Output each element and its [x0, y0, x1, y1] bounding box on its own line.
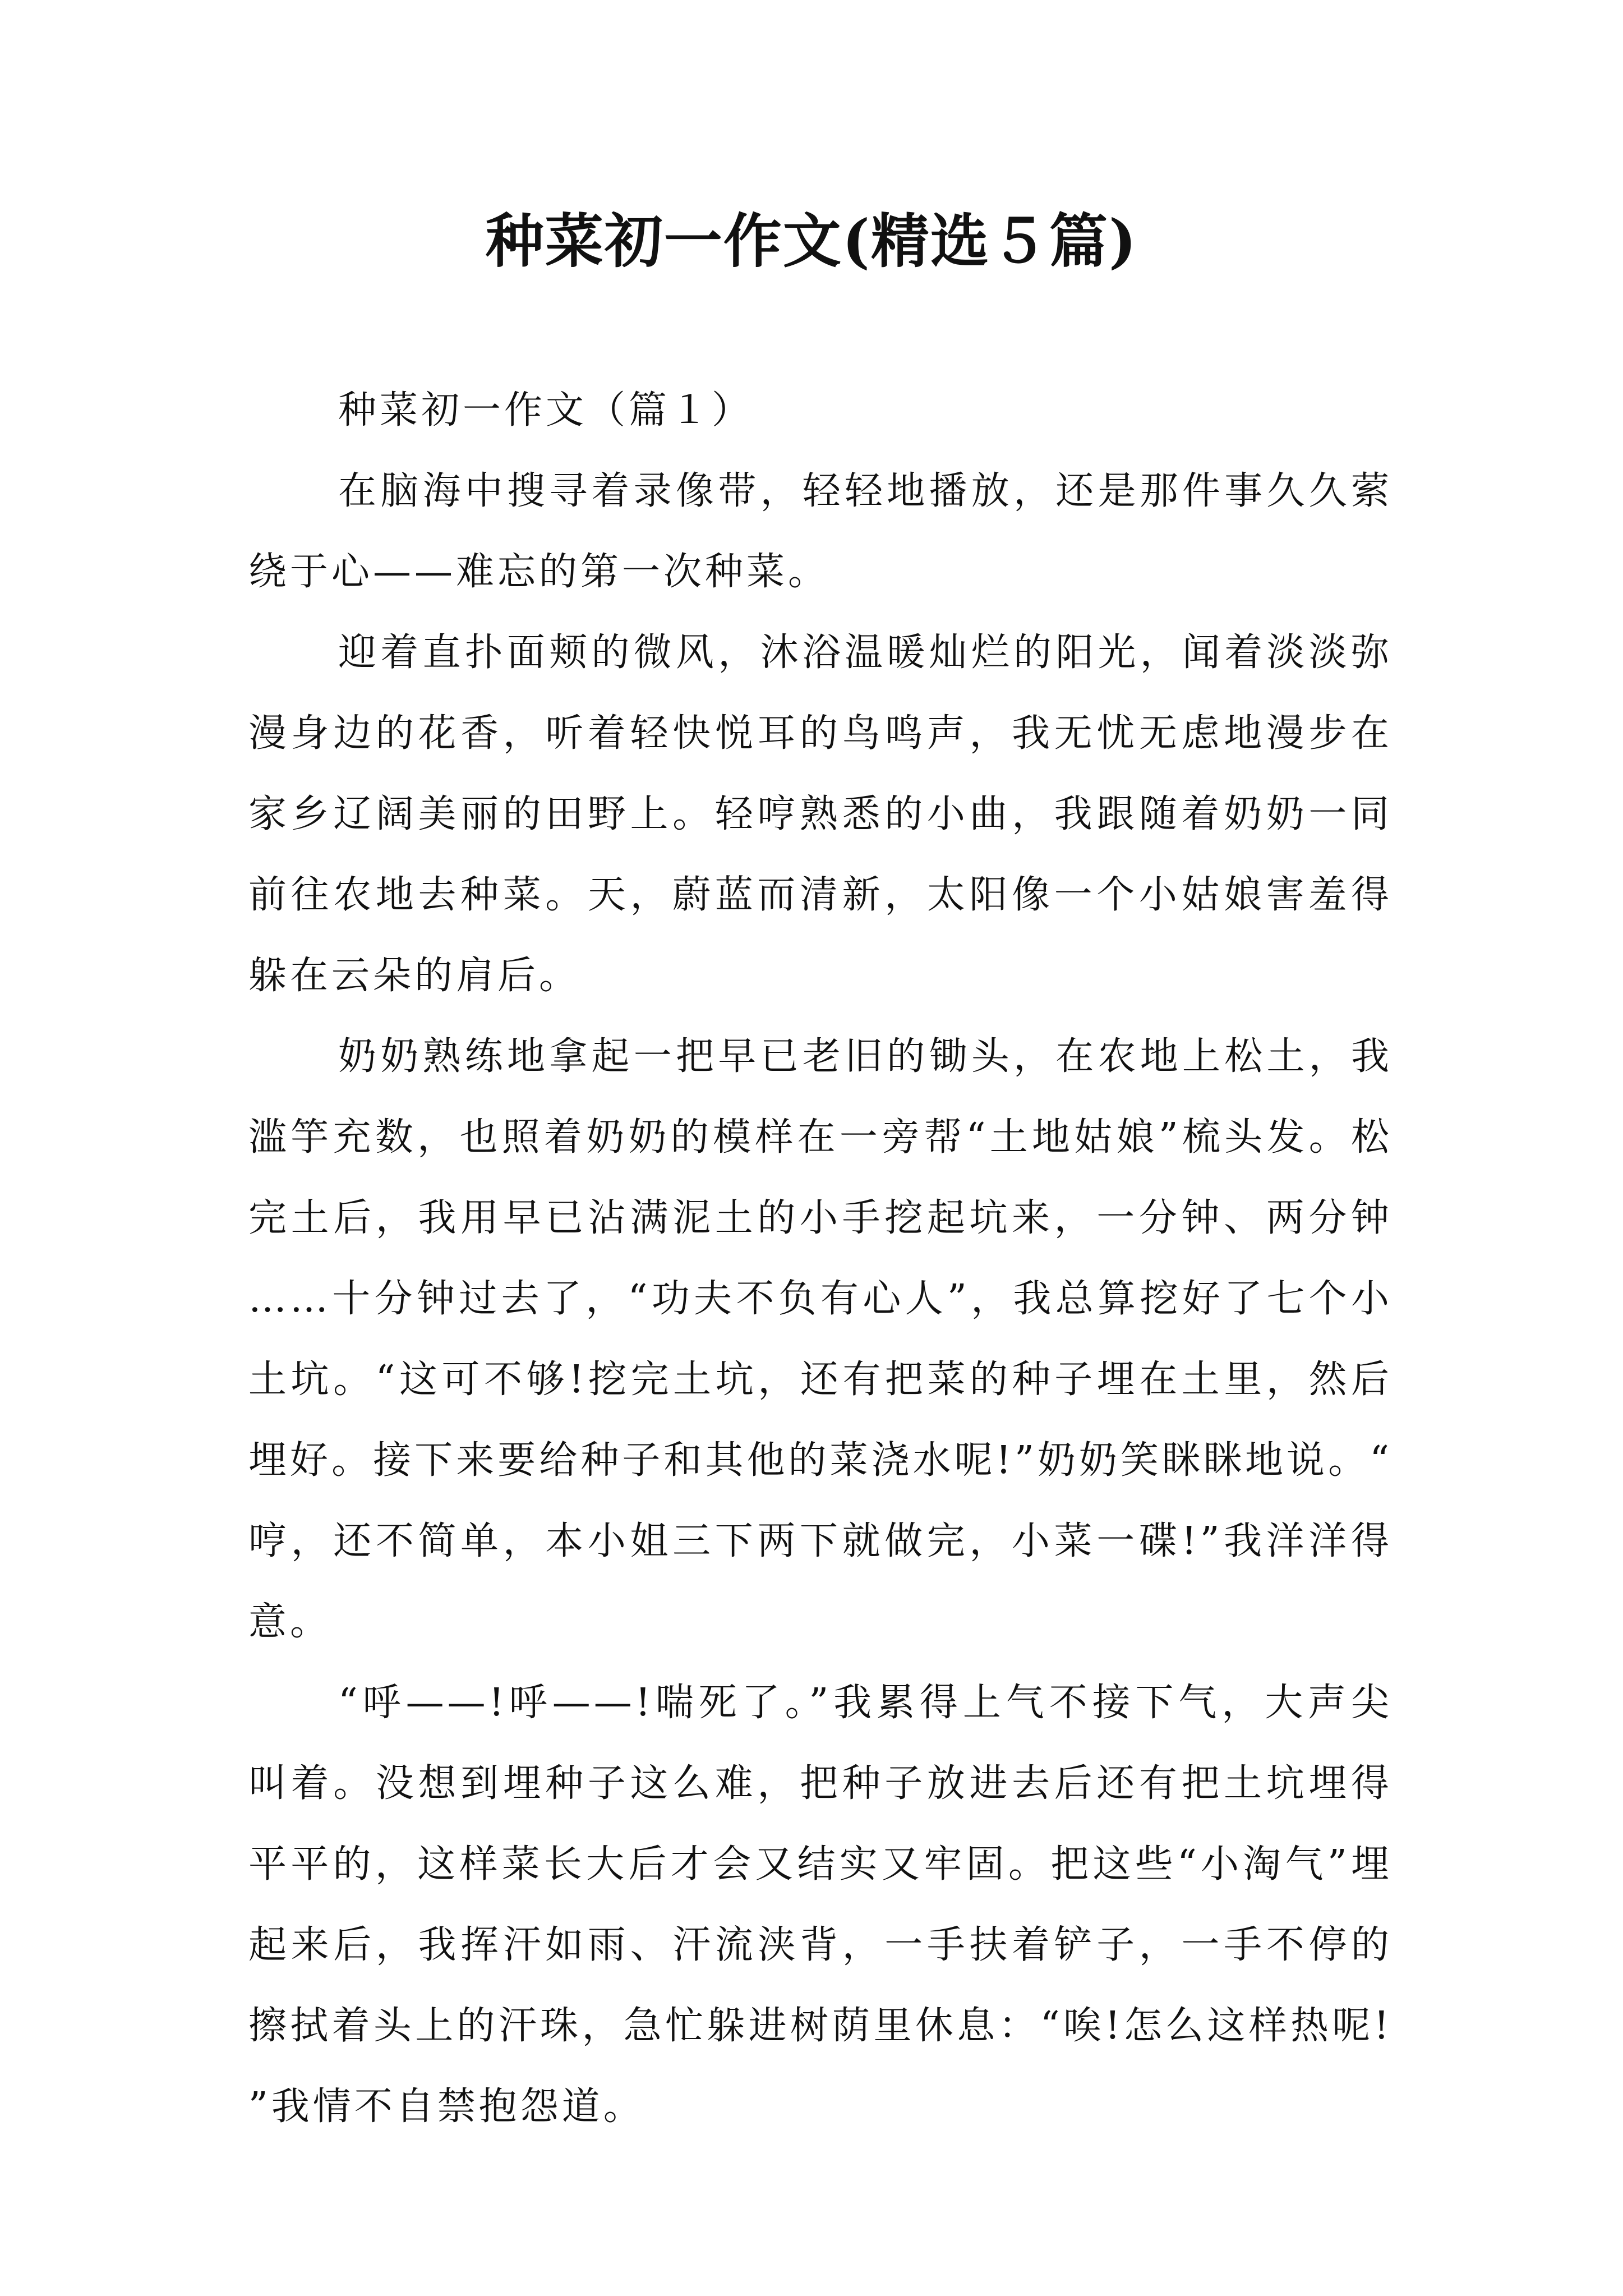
document-body [248, 370, 1393, 2147]
paragraph-2: 迎着直扑面颊的微风，沐浴温暖灿烂的阳光，闻着淡淡弥漫身边的花香，听着轻快悦耳的鸟鸣声，我无忧无虑地漫步在家乡辽阔美丽的田野上。轻哼熟悉的小曲，我跟随着奶奶一同前往农地去种菜。天，蔚蓝而清新，太阳像一个小姑娘害羞得躲在云朵的肩后。 [248, 631, 1393, 998]
paragraph-3: 奶奶熟练地拿起一把早已老旧的锄头，在农地上松土，我滥竽充数，也照着奶奶的模样在一旁帮“土地姑娘”梳头发。松完土后，我用早已沾满泥土的小手挖起坑来，一分钟、两分钟……十分钟过去了，“功夫不负有心人”，我总算挖好了七个小土坑。“这可不够!挖完土坑，还有把菜的种子埋在土里，然后埋好。接下来要给种子和其他的菜浇水呢!”奶奶笑眯眯地说。“哼，还不简单，本小姐三下两下就做完，小菜一碟!”我洋洋得意。 [248, 1034, 1393, 1644]
document-title: 种菜初一作文(精选５篇) [485, 206, 1138, 275]
section-heading: 种菜初一作文（篇１） [338, 388, 754, 432]
paragraph-1: 在脑海中搜寻着录像带，轻轻地播放，还是那件事久久萦绕于心——难忘的第一次种菜。 [248, 469, 1393, 594]
paragraph-4: “呼——!呼——!喘死了。”我累得上气不接下气，大声尖叫着。没想到埋种子这么难，把种子放进去后还有把土坑埋得平平的，这样菜长大后才会又结实又牢固。把这些“小淘气”埋起来后，我挥汗如雨、汗流浃背，一手扶着铲子，一手不停的擦拭着头上的汗珠，急忙躲进树荫里休息：“唉!怎么这样热呢!”我情不自禁抱怨道。 [248, 1681, 1393, 2129]
